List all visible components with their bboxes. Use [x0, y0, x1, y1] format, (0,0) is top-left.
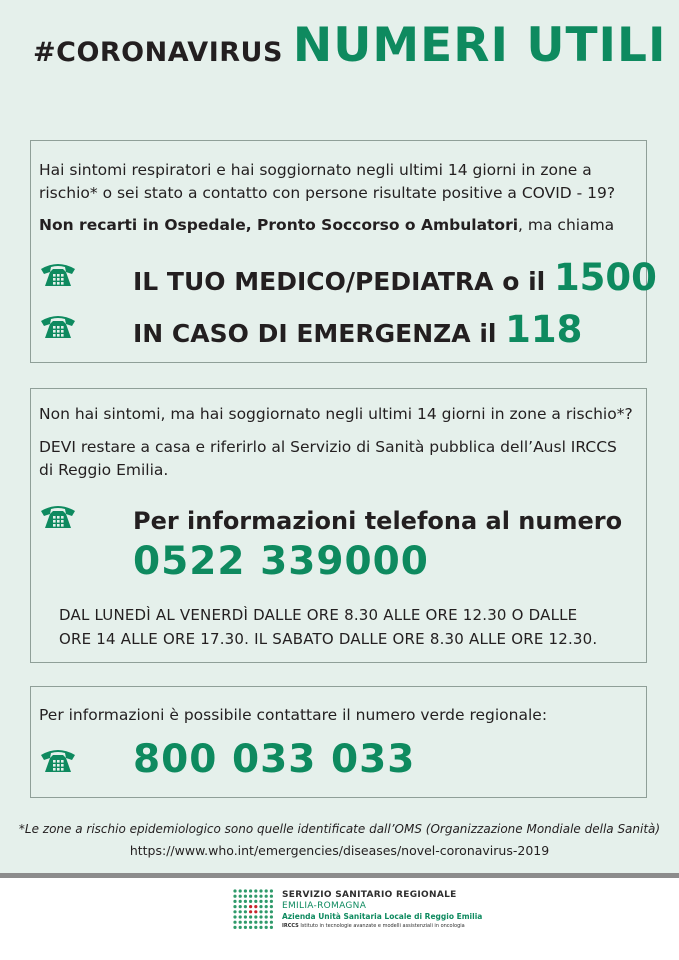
- title-hashtag: #CORONAVIRUS: [33, 37, 283, 68]
- logo-dot: [259, 900, 262, 903]
- number-1500: 1500: [553, 256, 657, 299]
- logo-dot: [249, 910, 252, 913]
- logo-dot: [244, 915, 247, 918]
- info-phone-label: Per informazioni telefona al numero: [133, 507, 623, 535]
- logo-dot: [244, 905, 247, 908]
- logo-dot: [254, 895, 257, 898]
- symptoms-question-line2: rischio* o sei stato a contatto con persone risultate positive a COVID - 19?: [39, 184, 616, 202]
- who-link[interactable]: https://www.who.int/emergencies/diseases/novel-coronavirus-2019: [129, 843, 550, 858]
- logo-dot: [233, 915, 236, 918]
- stay-home-instruction: [39, 436, 639, 482]
- logo-dot: [249, 900, 252, 903]
- logo-dot: [259, 905, 262, 908]
- logo-line4-bold: IRCCS: [282, 923, 299, 929]
- logo-dot: [239, 921, 242, 924]
- symptoms-instruction: [39, 214, 614, 237]
- regional-number-text: Per informazioni è possibile contattare il numero verde regionale:: [39, 706, 548, 724]
- logo-dot: [270, 921, 273, 924]
- logo-dot: [259, 910, 262, 913]
- logo-dot: [233, 895, 236, 898]
- logo-dot: [270, 915, 273, 918]
- logo-dot: [244, 926, 247, 929]
- logo-dot: [239, 915, 242, 918]
- logo-dot: [265, 900, 268, 903]
- hours-line2: ORE 14 ALLE ORE 17.30. IL SABATO DALLE ORE 8.30 ALLE ORE 12.30.: [59, 630, 598, 648]
- instruction-rest: , ma chiama: [518, 216, 615, 234]
- logo-dot: [249, 921, 252, 924]
- logo-dot: [239, 900, 242, 903]
- regional-phone-number: 800 033 033: [133, 737, 416, 782]
- logo-dot: [244, 921, 247, 924]
- emergency-line-text: IN CASO DI EMERGENZA il: [133, 319, 506, 348]
- logo-dot: [254, 905, 257, 908]
- logo-text: [282, 890, 482, 930]
- logo-dot: [244, 895, 247, 898]
- doctor-line-text: IL TUO MEDICO/PEDIATRA o il: [133, 267, 554, 296]
- ausl-logo: [232, 888, 483, 948]
- logo-dot: [270, 905, 273, 908]
- no-symptoms-question: Non hai sintomi, ma hai soggiornato negli ultimi 14 giorni in zone a rischio*?: [39, 405, 633, 423]
- logo-line2: EMILIA-ROMAGNA: [282, 901, 367, 911]
- logo-dot: [233, 921, 236, 924]
- logo-dot: [265, 889, 268, 892]
- logo-dot: [254, 926, 257, 929]
- title-main: NUMERI UTILI: [292, 18, 667, 73]
- logo-dot: [233, 889, 236, 892]
- logo-dot: [249, 905, 252, 908]
- no-symptoms-box: [30, 388, 647, 663]
- logo-dot: [254, 921, 257, 924]
- logo-dot: [233, 926, 236, 929]
- stay-home-line2: di Reggio Emilia.: [39, 461, 169, 479]
- logo-dot: [254, 915, 257, 918]
- logo-dot-grid-icon: [232, 888, 274, 930]
- opening-hours: [59, 603, 644, 651]
- logo-dot: [270, 895, 273, 898]
- logo-dot: [265, 905, 268, 908]
- logo-dot: [239, 889, 242, 892]
- telephone-icon: [39, 745, 77, 775]
- telephone-icon: [39, 501, 77, 531]
- symptoms-box: [30, 140, 657, 363]
- hours-line1: DAL LUNEDÌ AL VENERDÌ DALLE ORE 8.30 ALLE ORE 12.30 O DALLE: [59, 606, 578, 624]
- logo-dot: [259, 921, 262, 924]
- logo-dot: [265, 895, 268, 898]
- logo-dot: [249, 915, 252, 918]
- logo-line4: [282, 922, 482, 930]
- logo-dot: [249, 895, 252, 898]
- logo-dot: [270, 900, 273, 903]
- logo-dot: [249, 926, 252, 929]
- logo-dot: [259, 889, 262, 892]
- logo-dot: [265, 921, 268, 924]
- logo-dot: [239, 910, 242, 913]
- logo-dot: [249, 889, 252, 892]
- logo-dot: [265, 926, 268, 929]
- page-title: [33, 18, 666, 88]
- logo-dot: [265, 915, 268, 918]
- telephone-icon: [39, 259, 77, 289]
- logo-dot: [254, 910, 257, 913]
- logo-dot: [239, 905, 242, 908]
- emergency-line: [133, 308, 582, 351]
- logo-dot: [270, 926, 273, 929]
- logo-dot: [259, 926, 262, 929]
- ausl-phone-number: 0522 339000: [133, 539, 429, 584]
- logo-dot: [244, 900, 247, 903]
- logo-dot: [254, 900, 257, 903]
- logo-dot: [233, 905, 236, 908]
- risk-zone-footnote: *Le zone a rischio epidemiologico sono quelle identificate dall’OMS (Organizzazione Mondiale della Sanità): [18, 822, 661, 836]
- logo-dot: [259, 895, 262, 898]
- stay-home-line1: DEVI restare a casa e riferirlo al Servizio di Sanità pubblica dell’Ausl IRCCS: [39, 438, 617, 456]
- logo-dot: [233, 900, 236, 903]
- footer-divider: [0, 873, 679, 878]
- logo-dot: [259, 915, 262, 918]
- logo-line1: SERVIZIO SANITARIO REGIONALE: [282, 890, 457, 900]
- logo-dot: [270, 889, 273, 892]
- logo-dot: [239, 895, 242, 898]
- instruction-bold: Non recarti in Ospedale, Pronto Soccorso o Ambulatori: [39, 216, 519, 234]
- number-118: 118: [505, 308, 583, 351]
- logo-dot: [233, 910, 236, 913]
- logo-dot: [244, 910, 247, 913]
- symptoms-question-line1: Hai sintomi respiratori e hai soggiornato negli ultimi 14 giorni in zone a: [39, 161, 592, 179]
- logo-line4-rest: Istituto in tecnologie avanzate e modelli assistenziali in oncologia: [298, 923, 465, 929]
- regional-number-box: [30, 686, 647, 798]
- symptoms-question: [39, 159, 639, 205]
- doctor-line: [133, 256, 657, 299]
- logo-dot: [254, 889, 257, 892]
- logo-line3: Azienda Unità Sanitaria Locale di Reggio Emilia: [282, 912, 483, 921]
- logo-dot: [265, 910, 268, 913]
- telephone-icon: [39, 311, 77, 341]
- logo-dot: [239, 926, 242, 929]
- logo-dot: [270, 910, 273, 913]
- logo-dot: [244, 889, 247, 892]
